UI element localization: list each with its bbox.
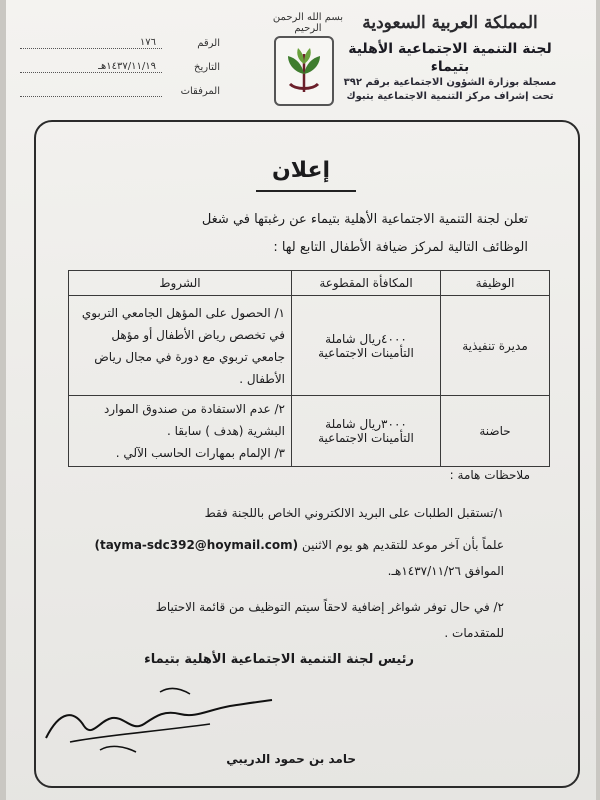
table-row xyxy=(69,396,550,467)
reward-note: التأمينات الاجتماعية xyxy=(318,345,414,360)
date-line xyxy=(20,72,162,73)
header-reward: المكافأة المقطوعة xyxy=(292,271,441,296)
announcement-title: إعلان xyxy=(271,158,331,183)
conditions-cell xyxy=(69,296,292,396)
notes-heading: ملاحظات هامة : xyxy=(449,468,530,482)
handwritten-signature xyxy=(40,680,280,760)
condition-line: ١/ الحصول على المؤهل الجامعي التربوي xyxy=(81,305,285,320)
number-value: ١٧٦ xyxy=(139,37,156,48)
job-cell: مديرة تنفيذية xyxy=(441,296,550,396)
conditions-cell xyxy=(69,396,292,467)
note-1-date: الموافق ١٤٣٧/١١/٢٦هـ. xyxy=(387,564,504,578)
email-link[interactable]: (tayma-sdc392@hoymail.com) xyxy=(94,538,299,552)
supervision-line: تحت إشراف مركز التنمية الاجتماعية بتبوك xyxy=(346,91,554,102)
date-label: التاريخ xyxy=(194,62,220,73)
attachments-line xyxy=(20,96,162,97)
condition-line: البشرية (هدف ) سابقا . xyxy=(167,424,285,438)
organization-logo xyxy=(274,36,334,106)
reward-cell xyxy=(292,396,441,467)
note-2-line-1: ٢/ في حال توفر شواغر إضافية لاحقاً سيتم التوظيف من قائمة الاحتياط xyxy=(155,600,504,614)
table-header-row xyxy=(69,271,550,296)
registration-line: مسجلة بوزارة الشؤون الاجتماعية برقم ٣٩٢ xyxy=(343,77,557,88)
kingdom-name: المملكة العربية السعودية xyxy=(362,13,538,33)
signatory-name: حامد بن حمود الدريبي xyxy=(226,752,356,766)
document-page xyxy=(6,0,596,800)
header-conditions: الشروط xyxy=(69,271,292,296)
intro-line-1: تعلن لجنة التنمية الاجتماعية الأهلية بتيماء عن رغبتها في شغل xyxy=(201,212,528,227)
reward-amount: ٣٠٠٠ريال شاملة xyxy=(325,417,407,431)
condition-line: في تخصص رياض الأطفال أو مؤهل xyxy=(111,327,285,342)
letterhead xyxy=(330,12,570,104)
condition-line: ٢/ عدم الاستفادة من صندوق الموارد xyxy=(103,402,285,416)
condition-line: الأطفال . xyxy=(239,371,285,386)
note-1-email-line xyxy=(64,538,504,552)
number-label: الرقم xyxy=(197,38,220,49)
job-cell: حاضنة xyxy=(441,396,550,467)
jobs-table xyxy=(68,270,550,467)
organization-name: لجنة التنمية الاجتماعية الأهلية بتيماء xyxy=(348,41,552,75)
attachments-label: المرفقات xyxy=(180,86,220,97)
note-1: ١/تستقبل الطلبات على البريد الالكتروني الخاص باللجنة فقط xyxy=(204,506,504,520)
basmala: بسم الله الرحمن الرحيم xyxy=(272,12,344,34)
title-underline xyxy=(256,190,356,192)
date-row xyxy=(20,62,220,76)
number-line xyxy=(20,48,162,49)
reward-amount: ٤٠٠٠ريال شاملة xyxy=(325,331,407,346)
note-1-deadline: علماً بأن آخر موعد للتقديم هو يوم الاثنين xyxy=(301,538,504,552)
condition-line: جامعي تربوي مع دورة في مجال رياض xyxy=(94,349,285,364)
attachments-row xyxy=(20,86,220,100)
header-job: الوظيفة xyxy=(441,271,550,296)
intro-line-2: الوظائف التالية لمركز ضيافة الأطفال التابع لها : xyxy=(273,240,528,255)
announcement-intro xyxy=(48,206,528,262)
note-2-line-2: للمتقدمات . xyxy=(444,626,504,640)
plant-logo-icon xyxy=(282,44,326,98)
reward-note: التأمينات الاجتماعية xyxy=(318,431,414,445)
reward-cell xyxy=(292,296,441,396)
number-row xyxy=(20,38,220,52)
signatory-title: رئيس لجنة التنمية الاجتماعية الأهلية بتيماء xyxy=(144,652,414,667)
date-value: ١٤٣٧/١١/١٩هـ xyxy=(98,61,156,72)
condition-line: ٣/ الإلمام بمهارات الحاسب الآلي . xyxy=(115,446,285,460)
table-row xyxy=(69,296,550,396)
